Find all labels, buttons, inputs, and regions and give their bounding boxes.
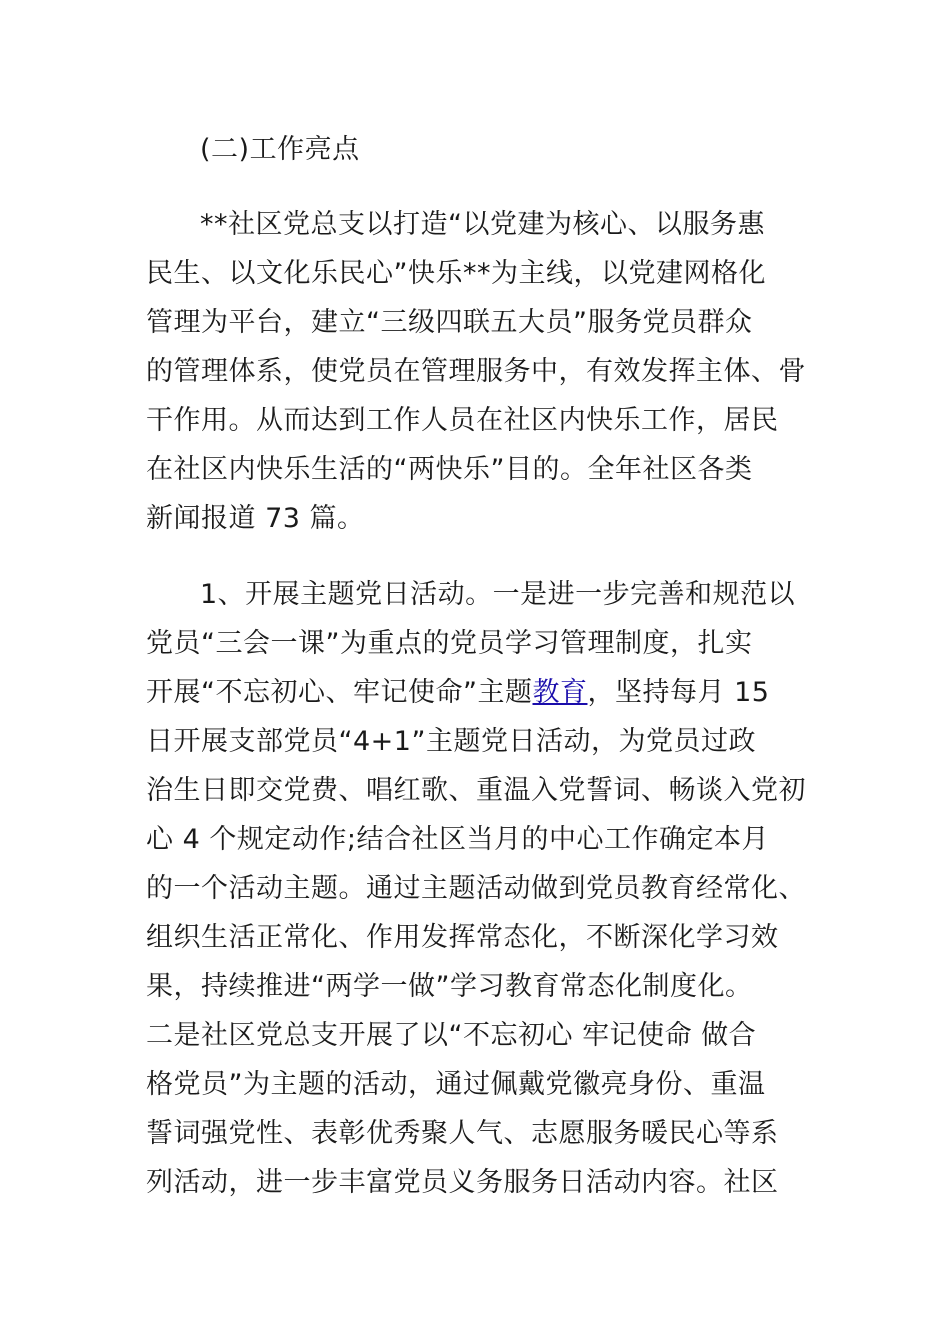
paragraph2-line-7: 的一个活动主题。通过主题活动做到党员教育经常化、 <box>146 873 806 904</box>
paragraph1-line-1: **社区党总支以打造“以党建为核心、以服务惠 <box>200 209 765 240</box>
paragraph1-line-7: 新闻报道 73 篇。 <box>146 503 365 534</box>
paragraph1-line-4: 的管理体系，使党员在管理服务中，有效发挥主体、骨 <box>146 356 806 387</box>
paragraph1-line-3: 管理为平台，建立“三级四联五大员”服务党员群众 <box>146 307 753 338</box>
education-link[interactable]: 教育 <box>532 677 588 708</box>
paragraph2-line-1: 1、开展主题党日活动。一是进一步完善和规范以 <box>200 579 796 610</box>
paragraph2-line-9: 果，持续推进“两学一做”学习教育常态化制度化。 <box>146 971 753 1002</box>
paragraph1-line-2: 民生、以文化乐民心”快乐**为主线，以党建网格化 <box>146 258 766 289</box>
paragraph2-line-3 <box>146 673 769 713</box>
paragraph1-line-5: 干作用。从而达到工作人员在社区内快乐工作，居民 <box>146 405 779 436</box>
paragraph2-line-10: 二是社区党总支开展了以“不忘初心 牢记使命 做合 <box>146 1020 757 1051</box>
paragraph2-line-2: 党员“三会一课”为重点的党员学习管理制度，扎实 <box>146 628 753 659</box>
paragraph2-line-12: 誓词强党性、表彰优秀聚人气、志愿服务暖民心等系 <box>146 1118 779 1149</box>
paragraph1-line-6: 在社区内快乐生活的“两快乐”目的。全年社区各类 <box>146 454 753 485</box>
paragraph2-line-8: 组织生活正常化、作用发挥常态化，不断深化学习效 <box>146 922 779 953</box>
paragraph2-line-4: 日开展支部党员“4+1”主题党日活动，为党员过政 <box>146 726 756 757</box>
section-heading: (二)工作亮点 <box>200 134 360 165</box>
link-line-suffix: ，坚持每月 15 <box>587 677 770 708</box>
paragraph2-line-5: 治生日即交党费、唱红歌、重温入党誓词、畅谈入党初 <box>146 775 806 806</box>
paragraph2-line-13: 列活动，进一步丰富党员义务服务日活动内容。社区 <box>146 1167 779 1198</box>
link-line-prefix: 开展“不忘初心、牢记使命”主题 <box>146 677 533 708</box>
paragraph2-line-6: 心 4 个规定动作;结合社区当月的中心工作确定本月 <box>146 824 769 855</box>
paragraph2-line-11: 格党员”为主题的活动，通过佩戴党徽亮身份、重温 <box>146 1069 766 1100</box>
